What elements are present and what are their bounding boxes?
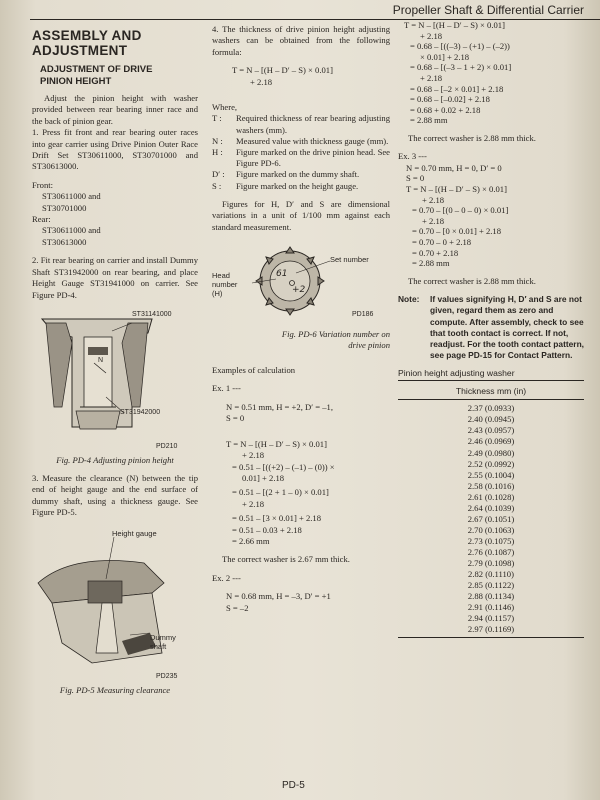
note-text: If values signifying H, D′ and S are not given, regard them as zero and compute. After assembly, check to see that tooth contact is correct. If not, readjust. For the tooth contact pattern, see page PD-15 for Contact Pattern.: [430, 294, 585, 361]
table-row: 2.37 (0.0933): [467, 403, 515, 414]
step-3-text: 3. Measure the clearance (N) between the tip end of height gauge and the end surface of dummy shaft, using a thickness gauge. See Figure PD-5.: [32, 472, 198, 518]
fig5-label-dummy: Dummy shaft: [150, 632, 176, 651]
table-row: 2.52 (0.0992): [467, 458, 515, 469]
ex1-title: Ex. 1 ---: [212, 383, 241, 394]
figure-pd5: [32, 523, 198, 685]
intro-text: Adjust the pinion height with washer provided between rear bearing inner race and the back of pinion gear.: [32, 93, 198, 126]
ex3-result: The correct washer is 2.88 mm thick.: [408, 275, 536, 286]
washer-table: [398, 368, 584, 638]
table-row: 2.58 (0.1016): [467, 480, 515, 491]
pinion-height-illustration: [32, 307, 198, 439]
ex3-given: N = 0.70 mm, H = 0, D′ = 0 S = 0: [406, 162, 502, 184]
fig6-caption: Fig. PD-6 Variation number on drive pinion: [281, 329, 390, 351]
table-row: 2.46 (0.0969): [467, 436, 515, 447]
table-row: 2.82 (0.1110): [468, 569, 514, 580]
table-row: 2.43 (0.0957): [467, 425, 515, 436]
table-row: 2.70 (0.1063): [467, 524, 515, 535]
fig4-code: PD210: [156, 442, 178, 450]
fig4-label-bottom: ST31942000: [120, 408, 161, 416]
table-header: Thickness mm (in): [398, 381, 584, 400]
fig4-label-n: N: [98, 356, 104, 364]
ex1-calculation: T = N – [(H – D′ – S) × 0.01] + 2.18 = 0.51 – [((+2) – (–1) – (0)) × 0.01] + 2.18 = 0.51 – [(2 + 1 – 0) × 0.01] + 2.18 = 0.51 – [3 × 0.01] + 2.18 = 0.51 – 0.03 + 2.18 = 2.66 mm: [226, 438, 335, 546]
table-row: 2.64 (0.1039): [467, 502, 515, 513]
fig6-label-set: Set number: [330, 255, 369, 265]
definition-row: H : Figure marked on the drive pinion head. See Figure PD-6.: [212, 147, 390, 169]
table-row: 2.67 (0.1051): [467, 513, 515, 524]
ex2-result: The correct washer is 2.88 mm thick.: [408, 132, 536, 143]
table-row: 2.73 (0.1075): [467, 535, 515, 546]
step-2-text: 2. Fit rear bearing on carrier and install Dummy Shaft ST31942000 on rear bearing, and place Height Gauge ST31941000 on carrier. See Figure PD-4.: [32, 255, 198, 300]
table-row: 2.61 (0.1028): [467, 491, 515, 502]
ex2-given: N = 0.68 mm, H = –3, D′ = +1 S = –2: [226, 591, 331, 613]
definition-row: T : Required thickness of rear bearing adjusting washers (mm).: [212, 113, 390, 135]
fig6-num-2: +2: [292, 285, 306, 296]
table-body: [398, 400, 584, 635]
definition-row: S : Figure marked on the height gauge.: [212, 180, 359, 191]
table-bottom-rule: [398, 637, 584, 638]
column-middle: [212, 24, 390, 614]
fig5-code: PD235: [156, 672, 178, 680]
table-title: Pinion height adjusting washer: [398, 368, 584, 381]
ex3-calculation: T = N – [(H – D′ – S) × 0.01] + 2.18 = 0.70 – [(0 – 0 – 0) × 0.01] + 2.18 = 0.70 – [0 × 0.01] + 2.18 = 0.70 – 0 + 2.18 = 0.70 + 2.18 = 2.88 mm: [406, 183, 509, 269]
table-row: 2.94 (0.1157): [467, 613, 515, 624]
figure-pd6: [212, 243, 390, 323]
step-1-text: 1. Press fit front and rear bearing outer races into gear carrier using Drive Pinion Outer Race Drift Set ST30611000, ST30701000 and ST30613000.: [32, 127, 198, 172]
fig4-label-top: ST31141000: [132, 310, 172, 318]
column-left: [32, 24, 198, 696]
table-row: 2.49 (0.0980): [467, 447, 515, 458]
definition-row: D′ : Figure marked on the dummy shaft.: [212, 169, 360, 180]
ex2-title: Ex. 2 ---: [212, 572, 241, 583]
table-row: 2.97 (0.1169): [467, 624, 515, 635]
page-number: PD-5: [282, 780, 305, 791]
table-row: 2.76 (0.1087): [467, 546, 515, 557]
ex1-given: N = 0.51 mm, H = +2, D′ = –1, S = 0: [226, 401, 333, 424]
table-row: 2.40 (0.0945): [467, 414, 515, 425]
step-4-text: 4. The thickness of drive pinion height adjusting washers can be obtained from the following formula:: [212, 24, 390, 57]
where-label: Where,: [212, 102, 238, 113]
table-row: 2.79 (0.1098): [467, 557, 515, 568]
fig5-label-height: Height gauge: [112, 528, 157, 538]
definition-row: N : Measured value with thickness gauge (mm).: [212, 135, 389, 146]
note-label: Note:: [398, 294, 420, 305]
fig6-code: PD186: [352, 311, 374, 319]
figures-note: Figures for H, D′ and S are dimensional variations in a unit of 1/100 mm against each standard measurement.: [212, 198, 390, 232]
table-row: 2.55 (0.1004): [467, 469, 515, 480]
section-heading: ASSEMBLY AND ADJUSTMENT: [32, 28, 142, 58]
figure-pd4: [32, 307, 198, 455]
fig6-label-head: Head number (H): [212, 271, 238, 299]
column-right: [398, 20, 584, 638]
main-formula: T = N – [(H – D′ – S) × 0.01] + 2.18: [232, 65, 333, 87]
front-tools: Front: ST30611000 and ST30701000 Rear: ST30611000 and ST30613000: [32, 179, 101, 247]
fig4-caption: Fig. PD-4 Adjusting pinion height: [56, 454, 174, 465]
page-header: Propeller Shaft & Differential Carrier: [30, 0, 600, 20]
note-block: [398, 294, 584, 361]
fig6-num-1: 61: [276, 269, 288, 280]
subsection-heading: ADJUSTMENT OF DRIVE PINION HEIGHT: [40, 64, 153, 87]
ex3-title: Ex. 3 ---: [398, 151, 427, 162]
examples-title: Examples of calculation: [212, 365, 296, 376]
ex2-calculation: T = N – [(H – D′ – S) × 0.01] + 2.18 = 0.68 – [((–3) – (+1) – (–2)) × 0.01] + 2.18 = 0.68 – [(–3 – 1 + 2) × 0.01] + 2.18 = 0.68 – [–2 × 0.01] + 2.18 = 0.68 – [–0.02] + 2.18 = 0.68 + 0.02 + 2.18 = 2.88 mm: [404, 20, 512, 126]
fig5-caption: Fig. PD-5 Measuring clearance: [59, 684, 171, 695]
table-row: 2.85 (0.1122): [467, 580, 515, 591]
definition-list: [212, 113, 390, 191]
table-row: 2.91 (0.1146): [467, 602, 515, 613]
ex1-result: The correct washer is 2.67 mm thick.: [222, 554, 350, 565]
table-row: 2.88 (0.1134): [467, 591, 515, 602]
